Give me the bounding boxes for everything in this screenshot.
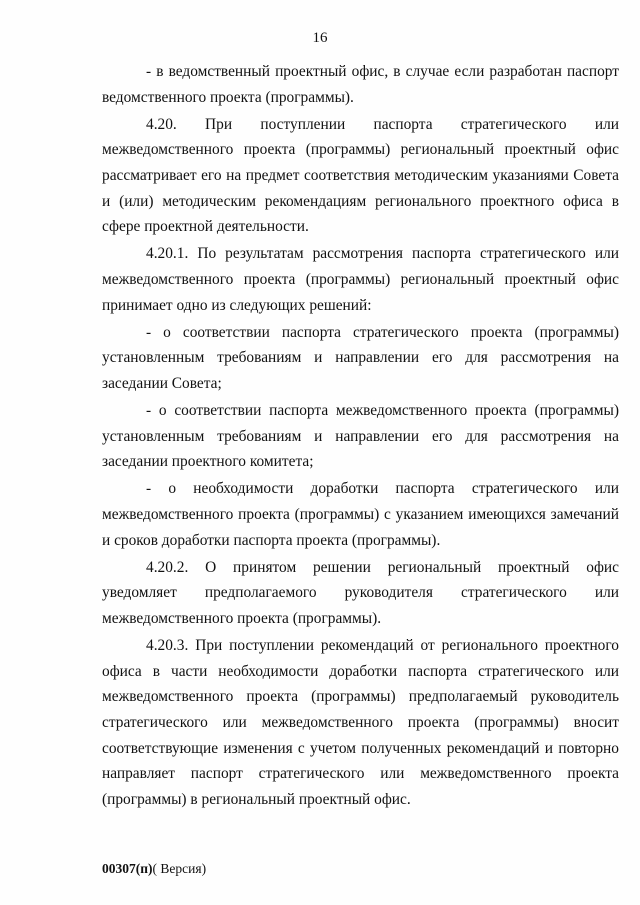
paragraph-bullet-interagency-approval: - о соответствии паспорта межведомственного проекта (программы) установленным требованиям и направлении его для рассмотрения на заседании проектного комитета;: [102, 402, 619, 471]
document-code: 00307(п): [102, 861, 153, 876]
paragraph-bullet-revision-needed: - о необходимости доработки паспорта стратегического или межведомственного проекта (программы) с указанием имеющихся замечаний и сроков доработки паспорта проекта (программы).: [102, 480, 619, 549]
paragraph-4-20-3: 4.20.3. При поступлении рекомендаций от регионального проектного офиса в части необходимости доработки паспорта стратегического или межведомственного проекта (программы) предполагаемый руководитель стратегического или межведомственного проекта (программы) вносит соответствующие изменения с учетом полученных рекомендаций и повторно направляет паспорт стратегического или межведомственного проекта (программы) в региональный проектный офис.: [102, 637, 619, 808]
document-body: [102, 59, 619, 814]
paragraph-bullet-strategic-approval: - о соответствии паспорта стратегического проекта (программы) установленным требованиям и направлении его для рассмотрения на заседании Совета;: [102, 323, 619, 392]
document-footer: [102, 861, 206, 877]
page-number: 16: [312, 30, 328, 46]
version-label: ( Версия): [152, 861, 207, 876]
paragraph-4-20-1: 4.20.1. По результатам рассмотрения паспорта стратегического или межведомственного проекта (программы) региональный проектный офис принимает одно из следующих решений:: [102, 245, 619, 314]
paragraph-4-20-2: 4.20.2. О принятом решении региональный проектный офис уведомляет предполагаемого руководителя стратегического или межведомственного проекта (программы).: [102, 558, 619, 628]
paragraph-bullet-departmental-office: - в ведомственный проектный офис, в случае если разработан паспорт ведомственного проекта (программы).: [102, 63, 619, 106]
paragraph-4-20: 4.20. При поступлении паспорта стратегического или межведомственного проекта (программы) региональный проектный офис рассматривает его на предмет соответствия методическим указаниями Совета и (или) методическим рекомендациям регионального проектного офиса в сфере проектной деятельности.: [102, 115, 619, 236]
